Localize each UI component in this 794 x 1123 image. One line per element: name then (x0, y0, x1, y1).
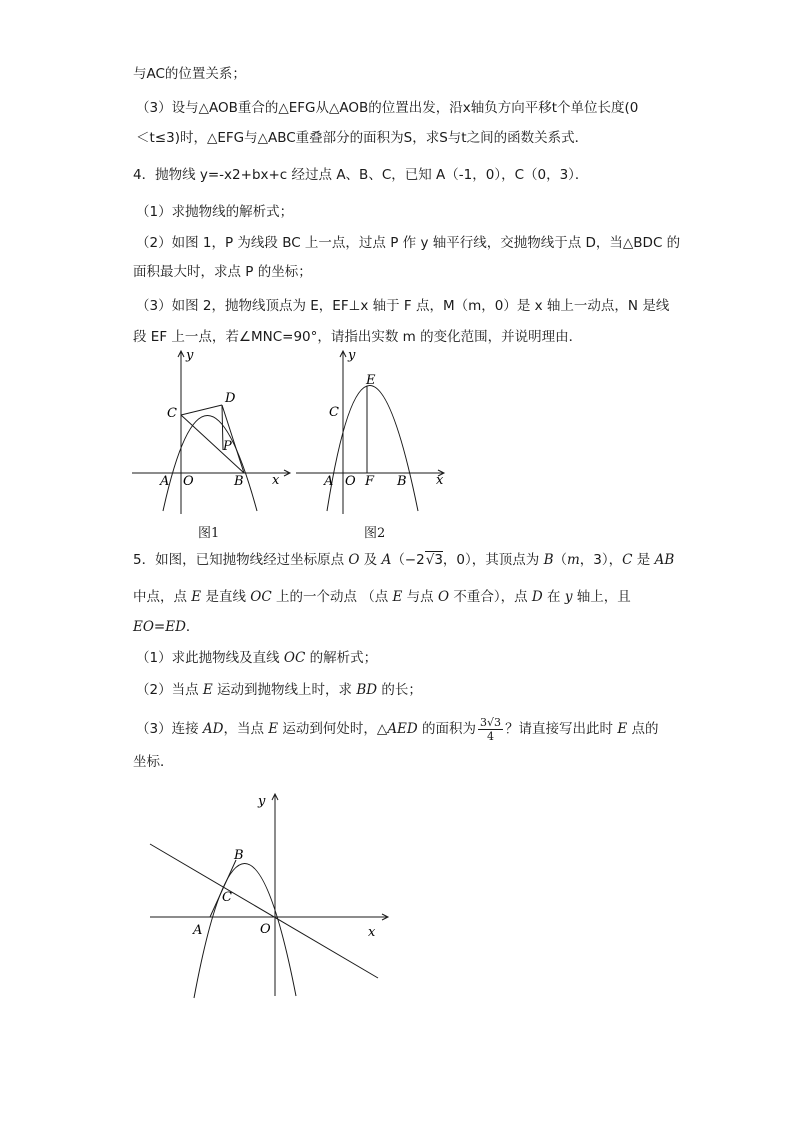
text-line: 段 EF 上一点，若∠MNC=90°，请指出实数 m 的变化范围，并说明理由． (133, 329, 583, 345)
math-span: E (191, 589, 202, 605)
text-line: 面积最大时，求点 P 的坐标； (133, 264, 312, 280)
text-line: 坐标． (133, 754, 174, 770)
text-line (136, 648, 377, 668)
text-span: 运动到何处时，△ (278, 721, 388, 737)
label-c: C (222, 890, 232, 905)
text-span: ，3）， (579, 552, 623, 568)
math-span: m (566, 552, 580, 568)
text-span: ？请直接写出此时 (505, 721, 618, 737)
text-line: ＜t≤3)时，△EFG与△ABC重叠部分的面积为S，求S与t之间的函数关系式． (136, 130, 589, 146)
text-span: （1）求此抛物线及直线 (136, 650, 284, 666)
label-a: A (160, 474, 170, 489)
text-span: 是直线 (201, 589, 251, 605)
label-y: y (258, 794, 266, 809)
text-line (133, 587, 631, 607)
label-e: E (366, 373, 376, 388)
label-x: x (436, 473, 444, 488)
text-line: 与AC的位置关系； (133, 66, 246, 82)
parabola (163, 416, 257, 512)
sqrt-span: √3 (425, 552, 443, 568)
math-span: B (543, 552, 554, 568)
fraction-numerator: 3√3 (480, 715, 502, 729)
label-b: B (397, 474, 407, 489)
math-span: EO=ED (133, 619, 186, 635)
text-span: 5．如图，已知抛物线经过坐标原点 (133, 552, 349, 568)
text-span: 的面积为 (417, 721, 477, 737)
label-a: A (324, 474, 334, 489)
text-line (133, 617, 199, 637)
math-span: AD (202, 721, 224, 737)
figure-1-caption: 图1 (198, 526, 220, 541)
math-span: BD (356, 682, 378, 698)
label-y: y (186, 348, 194, 363)
math-span: AB (654, 552, 675, 568)
math-span: OC (250, 589, 272, 605)
text-span: 运动到抛物线上时，求 (212, 682, 357, 698)
text-span: 的解析式； (305, 650, 378, 666)
text-line: （3）设与△AOB重合的△EFG从△AOB的位置出发，沿x轴负方向平移t个单位长度(0 (136, 100, 639, 116)
label-y: y (348, 348, 356, 363)
text-line: （3）如图 2，抛物线顶点为 E，EF⊥x 轴于 F 点，M（m，0）是 x 轴上一动点，N 是线 (136, 298, 670, 314)
text-line (136, 714, 659, 744)
math-span: O (348, 552, 360, 568)
text-span: （3）连接 (136, 721, 203, 737)
label-x: x (272, 473, 280, 488)
math-span: A (381, 552, 392, 568)
parabola (327, 386, 418, 512)
figure-2 (294, 346, 454, 518)
fraction-denominator: 4 (487, 729, 495, 743)
text-span: 的长； (377, 682, 422, 698)
text-line: （1）求抛物线的解析式； (136, 204, 294, 220)
text-line: （2）如图 1，P 为线段 BC 上一点，过点 P 作 y 轴平行线，交抛物线于点 D，当△BDC 的 (136, 235, 681, 251)
text-span: 及 (359, 552, 382, 568)
text-span: 轴上，且 (572, 589, 631, 605)
problem-4-stem: 4．抛物线 y=-x2+bx+c 经过点 A、B、C，已知 A（-1，0），C（0，3）． (133, 167, 589, 183)
label-o: O (345, 474, 356, 489)
label-o: O (260, 922, 271, 937)
text-span: 与点 (402, 589, 438, 605)
label-c: C (329, 405, 339, 420)
math-span: AED (387, 721, 418, 737)
parabola (194, 863, 296, 998)
math-span: y (564, 589, 573, 605)
text-span: ． (185, 619, 200, 635)
fraction (478, 716, 503, 743)
math-span: E (268, 721, 279, 737)
label-p: P (223, 439, 232, 454)
math-span: E (202, 682, 213, 698)
text-span: 在 (542, 589, 565, 605)
label-c: C (167, 406, 177, 421)
label-a: A (193, 923, 203, 938)
text-span: 上的一个动点 （点 (271, 589, 393, 605)
text-span: 中点，点 (133, 589, 192, 605)
text-span: 是 (632, 552, 655, 568)
text-span: （2）当点 (136, 682, 203, 698)
math-span: D (531, 589, 543, 605)
line-oc (150, 844, 378, 978)
text-span: （−2 (391, 552, 425, 568)
label-b: B (234, 848, 244, 863)
label-d: D (225, 391, 236, 406)
label-o: O (183, 474, 194, 489)
text-span: ，0），其顶点为 (442, 552, 544, 568)
figure-3 (146, 788, 396, 1000)
label-x: x (368, 925, 376, 940)
text-span: （ (553, 552, 567, 568)
math-span: C (622, 552, 633, 568)
figure-1 (126, 346, 296, 518)
text-line (136, 680, 422, 700)
segment-ab (210, 860, 236, 917)
math-span: O (437, 589, 450, 605)
text-span: ，当点 (223, 721, 269, 737)
math-span: OC (283, 650, 306, 666)
text-span: 点的 (627, 721, 659, 737)
math-span: E (392, 589, 403, 605)
text-span: 不重合），点 (449, 589, 532, 605)
math-span: E (617, 721, 628, 737)
segment-cd (181, 405, 222, 415)
label-f: F (365, 474, 375, 489)
label-b: B (234, 474, 244, 489)
problem-5-stem (133, 550, 674, 570)
figure-2-caption: 图2 (364, 526, 386, 541)
